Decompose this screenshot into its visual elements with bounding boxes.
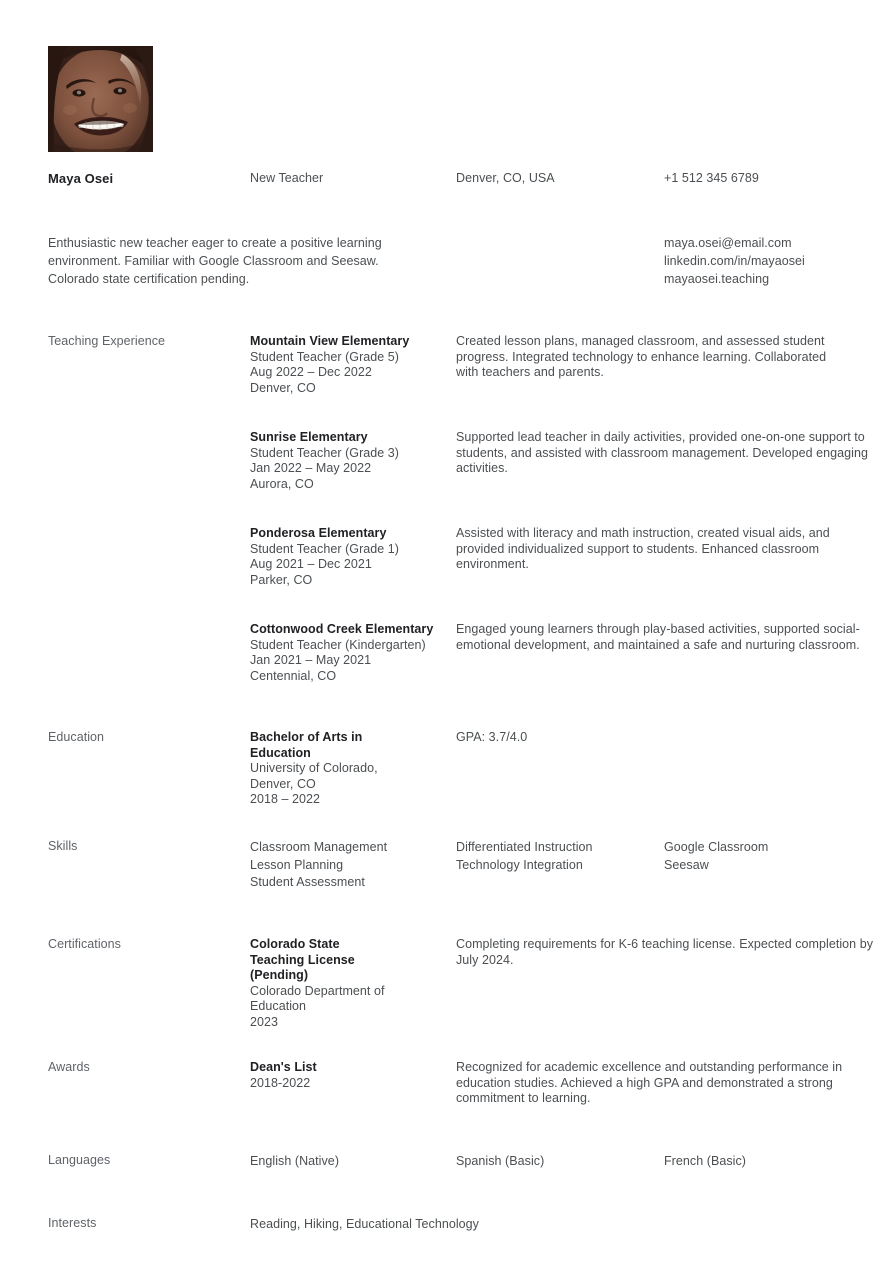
skill-item: Seesaw — [664, 857, 709, 872]
award-description: Recognized for academic excellence and outstanding performance in education studies. Achieved a high GPA and demonstrated a strong commitment to learning. — [456, 1060, 843, 1105]
title-cell — [250, 171, 456, 186]
skill-item: Technology Integration — [456, 857, 583, 872]
experience-role: Student Teacher (Grade 3) — [250, 445, 400, 460]
award-description-cell — [456, 1060, 893, 1107]
experience-description: Engaged young learners through play-based activities, supported social-emotional development, and maintained a safe and nurturing classroom. — [456, 622, 860, 652]
job-title: New Teacher — [250, 171, 324, 185]
section-label-skills — [48, 839, 250, 892]
education-institution: University of Colorado, Denver, CO — [250, 761, 378, 791]
education-degree: Bachelor of Arts in Education — [250, 730, 363, 760]
language-cell-2 — [456, 1153, 664, 1171]
experience-entry-1 — [250, 334, 456, 396]
experience-description: Assisted with literacy and math instruction, created visual aids, and provided individualized support to students. Enhanced classroom environment. — [456, 526, 830, 571]
section-label-text: Teaching Experience — [48, 334, 165, 348]
section-label-certifications — [48, 937, 250, 1030]
section-label-text: Awards — [48, 1060, 90, 1074]
skills-column-3 — [664, 839, 893, 892]
experience-description-cell-2 — [456, 430, 893, 492]
experience-entry-4 — [250, 622, 456, 684]
experience-location: Centennial, CO — [250, 668, 337, 683]
skills-row — [0, 839, 893, 892]
profile-photo — [48, 46, 153, 152]
certification-description-cell — [456, 937, 893, 1030]
contact-email[interactable]: maya.osei@email.com — [664, 236, 792, 250]
experience-label-spacer-2 — [48, 430, 250, 492]
experience-row-3 — [0, 526, 893, 588]
skill-item: Google Classroom — [664, 840, 769, 854]
phone-text: +1 512 345 6789 — [664, 171, 759, 185]
certification-year: 2023 — [250, 1014, 279, 1029]
experience-location: Denver, CO — [250, 380, 316, 395]
header-summary-row — [0, 234, 893, 288]
education-entry — [250, 730, 456, 808]
experience-label-spacer-4 — [48, 622, 250, 684]
experience-row-1 — [0, 334, 893, 396]
experience-organization: Mountain View Elementary — [250, 334, 410, 348]
section-label-languages — [48, 1153, 250, 1171]
section-label-text: Languages — [48, 1153, 111, 1167]
section-label-interests — [48, 1216, 250, 1234]
experience-role: Student Teacher (Grade 1) — [250, 541, 400, 556]
experience-dates: Aug 2021 – Dec 2021 — [250, 557, 372, 571]
experience-entry-2 — [250, 430, 456, 492]
skills-column-1 — [250, 839, 456, 892]
education-detail-cell — [456, 730, 664, 808]
language-item: French (Basic) — [664, 1154, 746, 1168]
interests-row — [0, 1216, 893, 1234]
language-cell-3 — [664, 1153, 893, 1171]
photo-block — [0, 0, 893, 152]
skills-column-2 — [456, 839, 664, 892]
experience-role: Student Teacher (Kindergarten) — [250, 637, 426, 652]
section-label-experience — [48, 334, 250, 396]
experience-dates: Jan 2022 – May 2022 — [250, 461, 372, 475]
education-spacer — [664, 730, 893, 808]
experience-location: Parker, CO — [250, 572, 313, 587]
page-title: Maya Osei — [48, 171, 114, 186]
experience-description-cell-4 — [456, 622, 893, 684]
award-entry — [250, 1060, 456, 1107]
interests-text: Reading, Hiking, Educational Technology — [250, 1217, 479, 1231]
experience-dates: Jan 2021 – May 2021 — [250, 653, 372, 667]
experience-organization: Cottonwood Creek Elementary — [250, 622, 434, 636]
certifications-row — [0, 937, 893, 1030]
award-years: 2018-2022 — [250, 1075, 311, 1090]
education-gpa: GPA: 3.7/4.0 — [456, 730, 528, 744]
section-label-education — [48, 730, 250, 808]
experience-description-cell-3 — [456, 526, 893, 588]
skill-item: Classroom Management — [250, 840, 388, 854]
summary-text: Enthusiastic new teacher eager to create a positive learning environment. Familiar with Google Classroom and Seesaw. Colorado state certification pending. — [48, 236, 382, 286]
section-label-text: Education — [48, 730, 105, 744]
section-label-text: Certifications — [48, 937, 121, 951]
certification-name: Colorado State Teaching License (Pending) — [250, 937, 355, 982]
certification-description: Completing requirements for K-6 teaching license. Expected completion by July 2024. — [456, 937, 874, 967]
experience-row-4 — [0, 622, 893, 684]
section-label-text: Interests — [48, 1216, 97, 1230]
skill-item: Lesson Planning — [250, 857, 344, 872]
location-cell — [456, 171, 664, 186]
experience-organization: Sunrise Elementary — [250, 430, 368, 444]
contact-list — [664, 234, 893, 288]
languages-row — [0, 1153, 893, 1171]
experience-role: Student Teacher (Grade 5) — [250, 349, 400, 364]
certification-issuer: Colorado Department of Education — [250, 983, 385, 1013]
skill-item: Differentiated Instruction — [456, 840, 593, 854]
section-label-awards — [48, 1060, 250, 1107]
header-identity-row — [0, 171, 893, 186]
experience-description-cell-1 — [456, 334, 893, 396]
contact-linkedin[interactable]: linkedin.com/in/mayaosei — [664, 254, 805, 268]
education-row — [0, 730, 893, 808]
summary-cell — [48, 234, 456, 288]
language-cell-1 — [250, 1153, 456, 1171]
experience-organization: Ponderosa Elementary — [250, 526, 387, 540]
experience-description: Supported lead teacher in daily activities, provided one-on-one support to students, and assisted with classroom management. Developed engaging activities. — [456, 430, 868, 475]
awards-row — [0, 1060, 893, 1107]
name-cell — [48, 171, 250, 186]
experience-location: Aurora, CO — [250, 476, 314, 491]
language-item: Spanish (Basic) — [456, 1154, 545, 1168]
location-text: Denver, CO, USA — [456, 171, 555, 185]
experience-entry-3 — [250, 526, 456, 588]
experience-description: Created lesson plans, managed classroom, and assessed student progress. Integrated technology to enhance learning. Collaborated with teachers and parents. — [456, 334, 827, 379]
language-item: English (Native) — [250, 1154, 340, 1168]
certification-entry — [250, 937, 456, 1030]
award-name: Dean's List — [250, 1060, 317, 1074]
education-dates: 2018 – 2022 — [250, 792, 321, 806]
experience-label-spacer-3 — [48, 526, 250, 588]
contact-handle[interactable]: mayaosei.teaching — [664, 272, 770, 286]
section-label-text: Skills — [48, 839, 78, 853]
phone-cell — [664, 171, 893, 186]
interests-cell — [250, 1216, 893, 1234]
skill-item: Student Assessment — [250, 875, 365, 889]
experience-dates: Aug 2022 – Dec 2022 — [250, 365, 372, 379]
experience-row-2 — [0, 430, 893, 492]
summary-spacer — [456, 234, 664, 288]
